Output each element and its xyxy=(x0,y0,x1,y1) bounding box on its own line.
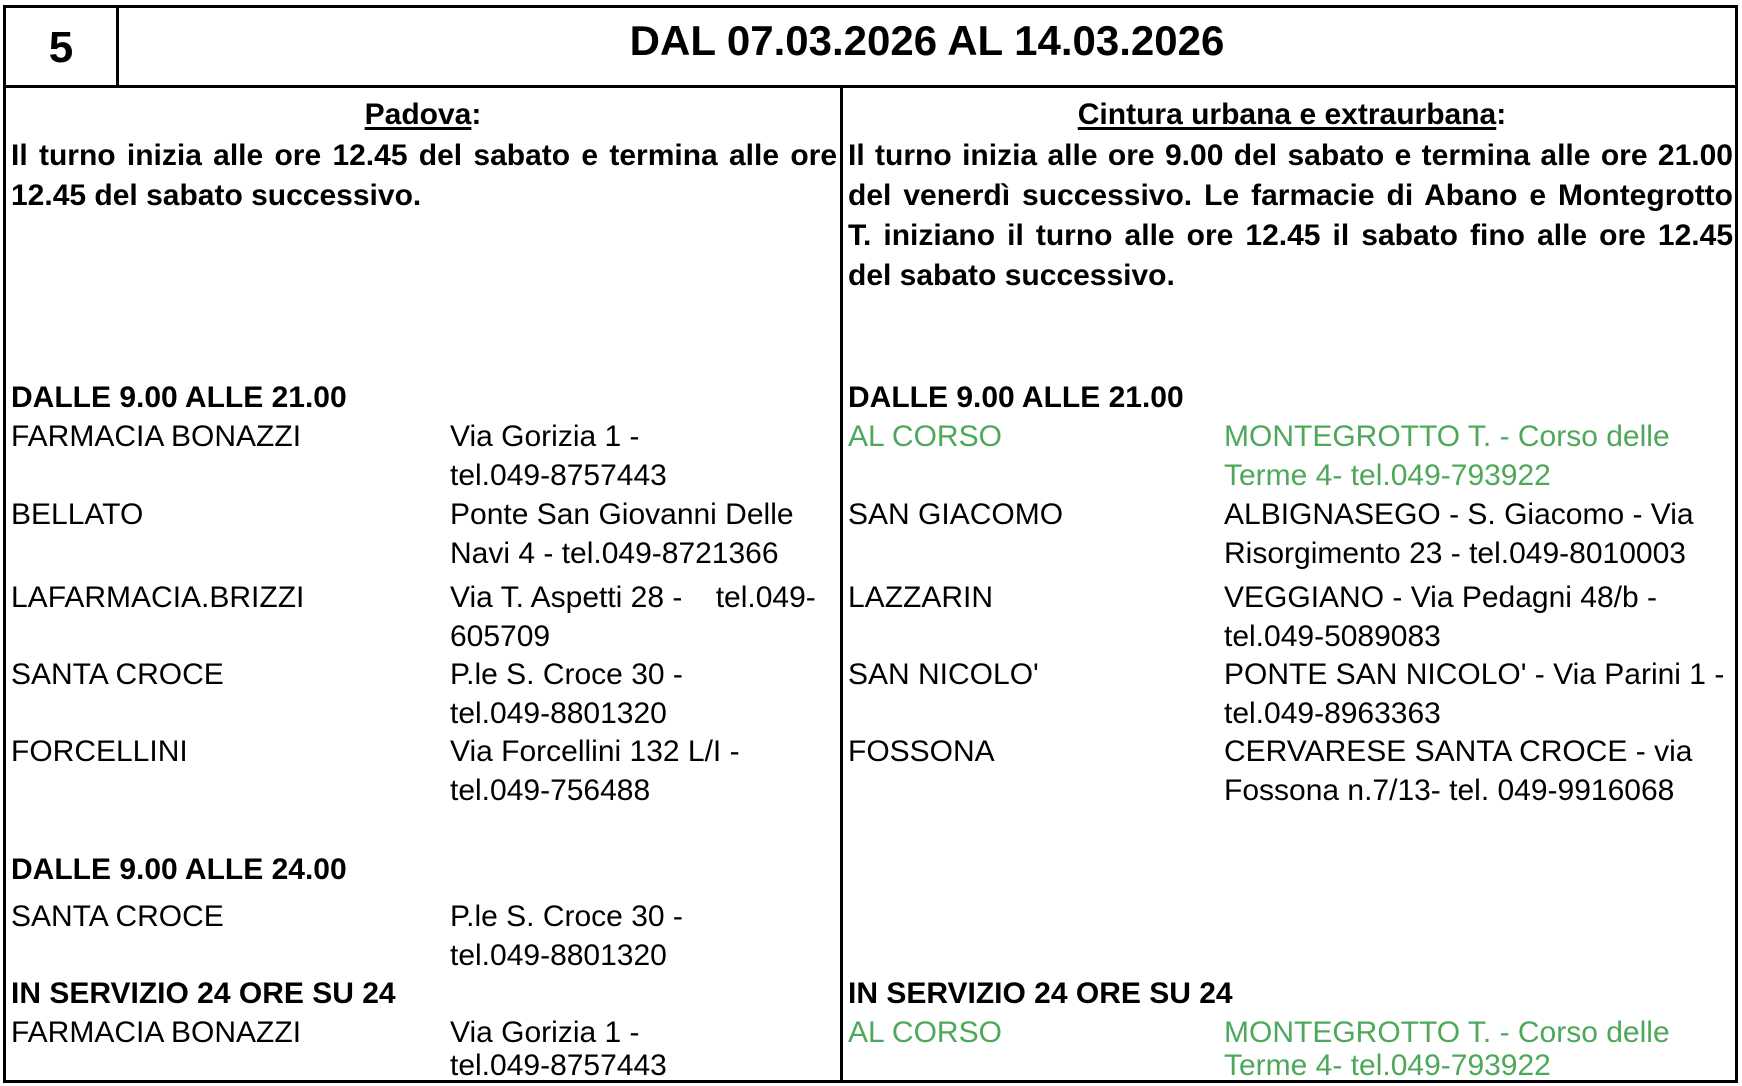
pharmacy-address: PONTE SAN NICOLO' - Via Parini 1 - xyxy=(1224,658,1725,691)
pharmacy-phone-highlight: Terme 4- tel.049-793922 xyxy=(1224,459,1551,492)
left-section-heading: IN SERVIZIO 24 ORE SU 24 xyxy=(11,977,396,1010)
pharmacy-address: P.le S. Croce 30 - xyxy=(450,658,683,691)
pharmacy-address-highlight: MONTEGROTTO T. - Corso delle xyxy=(1224,420,1670,453)
right-title-suffix: : xyxy=(1496,98,1507,131)
pharmacy-phone: tel.049-8801320 xyxy=(450,697,667,730)
left-title-suffix: : xyxy=(471,98,482,131)
header-bottom-rule xyxy=(6,85,1735,88)
right-section-heading: DALLE 9.00 ALLE 21.00 xyxy=(848,381,1184,414)
date-range-title: DAL 07.03.2026 AL 14.03.2026 xyxy=(629,17,1225,64)
pharmacy-name: LAZZARIN xyxy=(848,581,994,614)
column-divider xyxy=(840,88,843,1080)
pharmacy-name: LAFARMACIA.BRIZZI xyxy=(11,581,305,614)
pharmacy-address-highlight: MONTEGROTTO T. - Corso delle xyxy=(1224,1016,1670,1049)
pharmacy-name: FARMACIA BONAZZI xyxy=(11,420,302,453)
pharmacy-phone: 605709 xyxy=(450,620,551,653)
left-section-heading: DALLE 9.00 ALLE 21.00 xyxy=(11,381,347,414)
pharmacy-address: CERVARESE SANTA CROCE - via xyxy=(1224,735,1693,768)
pharmacy-phone: tel.049-756488 xyxy=(450,774,651,807)
pharmacy-phone: tel.049-8757443 xyxy=(450,1049,667,1082)
right-title xyxy=(843,95,1741,134)
pharmacy-address: Via T. Aspetti 28 - tel.049- xyxy=(450,581,816,614)
pharmacy-name: FORCELLINI xyxy=(11,735,188,768)
pharmacy-address: Via Gorizia 1 - xyxy=(450,1016,640,1049)
week-number: 5 xyxy=(48,23,74,72)
pharmacy-name: FARMACIA BONAZZI xyxy=(11,1016,302,1049)
pharmacy-name: BELLATO xyxy=(11,498,144,531)
pharmacy-phone: tel.049-8757443 xyxy=(450,459,667,492)
pharmacy-address: Via Gorizia 1 - xyxy=(450,420,640,453)
pharmacy-rota-sheet xyxy=(3,5,1738,1083)
right-title-text: Cintura urbana e extraurbana xyxy=(1077,98,1497,131)
pharmacy-address: Via Forcellini 132 L/I - xyxy=(450,735,740,768)
pharmacy-address: Ponte San Giovanni Delle xyxy=(450,498,794,531)
pharmacy-name: SAN GIACOMO xyxy=(848,498,1064,531)
pharmacy-name-highlight: AL CORSO xyxy=(848,1016,1002,1049)
pharmacy-phone: tel.049-5089083 xyxy=(1224,620,1441,653)
pharmacy-phone: Fossona n.7/13- tel. 049-9916068 xyxy=(1224,774,1675,807)
left-title xyxy=(6,95,840,134)
pharmacy-phone: Risorgimento 23 - tel.049-8010003 xyxy=(1224,537,1686,570)
left-title-text: Padova xyxy=(364,98,472,131)
pharmacy-phone: Navi 4 - tel.049-8721366 xyxy=(450,537,779,570)
pharmacy-phone-highlight: Terme 4- tel.049-793922 xyxy=(1224,1049,1551,1082)
pharmacy-name: SANTA CROCE xyxy=(11,900,224,933)
left-description: Il turno inizia alle ore 12.45 del sabato e termina alle ore 12.45 del sabato successivo. xyxy=(11,139,837,212)
pharmacy-name: SAN NICOLO' xyxy=(848,658,1039,691)
pharmacy-name-highlight: AL CORSO xyxy=(848,420,1002,453)
left-section-heading: DALLE 9.00 ALLE 24.00 xyxy=(11,853,347,886)
right-description: Il turno inizia alle ore 9.00 del sabato e termina alle ore 21.00 del venerdì successivo. Le farmacie di Abano e Montegrotto T. iniziano il turno alle ore 12.45 il sabato fino alle ore 12.45 del sabato successivo. xyxy=(848,139,1733,292)
pharmacy-phone: tel.049-8801320 xyxy=(450,939,667,972)
pharmacy-name: FOSSONA xyxy=(848,735,995,768)
pharmacy-address: VEGGIANO - Via Pedagni 48/b - xyxy=(1224,581,1657,614)
pharmacy-address: ALBIGNASEGO - S. Giacomo - Via xyxy=(1224,498,1694,531)
right-section-heading: IN SERVIZIO 24 ORE SU 24 xyxy=(848,977,1233,1010)
pharmacy-phone: tel.049-8963363 xyxy=(1224,697,1441,730)
pharmacy-address: P.le S. Croce 30 - xyxy=(450,900,683,933)
pharmacy-name: SANTA CROCE xyxy=(11,658,224,691)
